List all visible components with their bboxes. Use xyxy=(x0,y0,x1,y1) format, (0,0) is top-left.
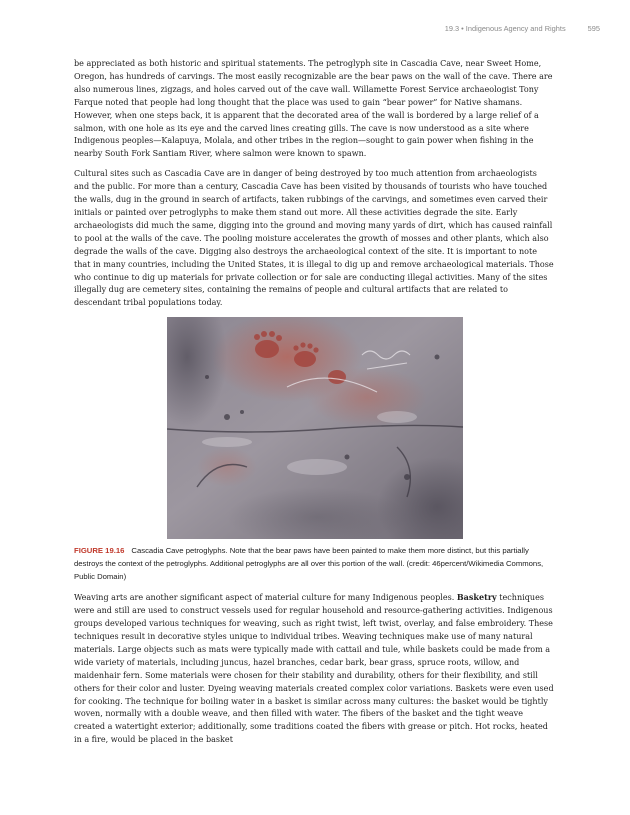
weaving-body: techniques were and still are used to construct vessels used for regular household and resource-gathering activities. Indigenous groups developed various techniques for weaving, such as right twist, left twist, overlay, and false embroidery. These techniques result in decorative styles unique to individual tribes. Weaving techniques make use of many natural materials. Large objects such as mats were typically made with cattail and tule, while baskets could be made from a wide variety of materials, including juncus, hazel branches, cedar bark, bear grass, spruce roots, willow, and maidenhair fern. Some materials were chosen for their stability and durability, others for their flexibility, and still others for their color and luster. Dyeing weaving materials created complex color variations. Baskets were even used for cooking. The technique for boiling water in a basket is similar across many cultures: the basket would be tightly woven, normally with a double weave, and then filled with water. The fibers of the basket and the tight weave created a watertight exterior; additionally, some traditions coated the fibers with grease or pitch. Hot rocks, heated in a fire, would be placed in the basket xyxy=(74,593,554,745)
running-head xyxy=(445,24,600,33)
weaving-intro: Weaving arts are another significant aspect of material culture for many Indigenous peoples. xyxy=(74,593,457,603)
figure-label: FIGURE 19.16 xyxy=(74,546,125,556)
cave-petroglyph-photo xyxy=(167,317,463,539)
page-content xyxy=(74,58,554,754)
glossary-term-basketry: Basketry xyxy=(456,592,497,603)
paragraph-cultural-sites: Cultural sites such as Cascadia Cave are in danger of being destroyed by too much attention from archaeologists and the public. For more than a century, Cascadia Cave has been visited by thousands of tourists who have touched the walls, dug in the ground in search of artifacts, taken rubbings of the carvings, and sometimes even carved their initials or painted over petroglyphs to make them stand out more. All these activities degrade the site. Early archaeologists did much the same, digging into the ground and moving many yards of dirt, which has caused rainfall to pool at the walls of the cave. The pooling moisture accelerates the growth of mosses and other plants, which also degrade the walls of the cave. Digging also destroys the archaeological context of the site. It is important to note that in many countries, including the United States, it is illegal to dig up and remove archaeological materials. Those who continue to dig up materials for private collection or for sale are conducting illegal activities. Many of the sites illegally dug are cemetery sites, containing the remains of people and cultural artifacts that are related to descendant tribal populations today. xyxy=(74,169,554,308)
figure-caption xyxy=(74,545,554,583)
page-number: 595 xyxy=(587,24,600,33)
paragraph-cascadia-cave: be appreciated as both historic and spiritual statements. The petroglyph site in Cascadia Cave, near Sweet Home, Oregon, has hundreds of carvings. The most easily recognizable are the bear paws on the wall of the cave. There are also numerous lines, zigzags, and holes carved out of the cave wall. Willamette Forest Service archaeologist Tony Farque noted that people had long thought that the place was used to gain “bear power” for Native shamans. However, when one steps back, it is apparent that the decorated area of the wall is bordered by a large relief of a salmon, with one hole as its eye and the carved lines creating gills. The cave is now understood as a site where Indigenous peoples—Kalapuya, Molala, and other tribes in the region—sought to gain power when fishing in the nearby South Fork Santiam River, where salmon were known to spawn. xyxy=(74,59,553,159)
paragraph-weaving-arts xyxy=(74,591,554,747)
section-title: 19.3 • Indigenous Agency and Rights xyxy=(444,24,566,33)
figure-caption-text: Cascadia Cave petroglyphs. Note that the bear paws have been painted to make them more distinct, but this partially destroys the context of the petroglyphs. Additional petroglyphs are all over this portion of the wall. (credit: 46percent/Wikimedia Commons, Public Domain) xyxy=(74,546,544,581)
